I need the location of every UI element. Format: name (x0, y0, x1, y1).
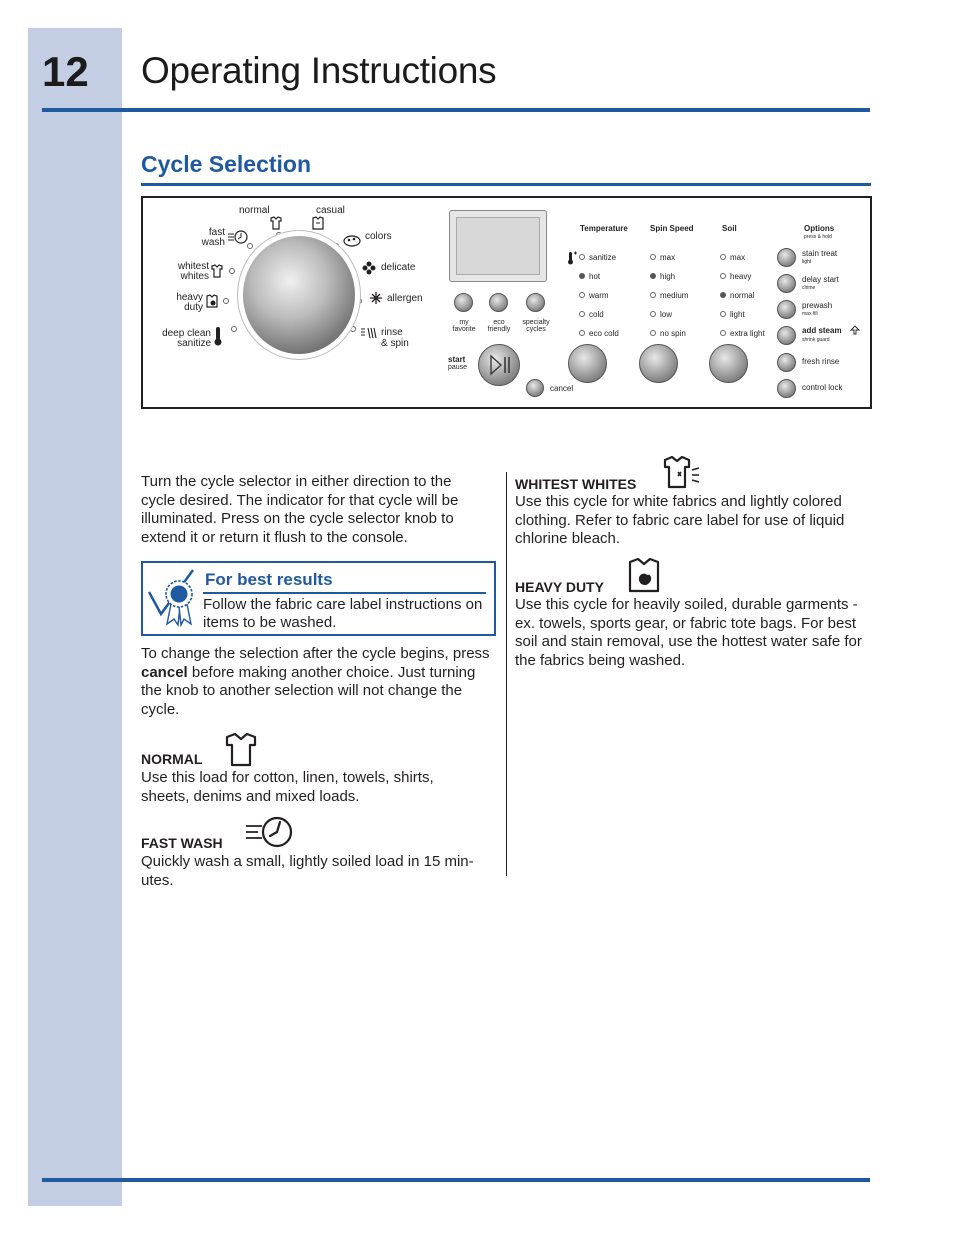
thermometer-plus-icon (567, 251, 577, 265)
whitest-whites-shirt-icon (662, 456, 700, 490)
temp-dot-eco-cold (579, 330, 585, 336)
play-pause-icon (490, 355, 512, 375)
casual-shirt-icon (311, 216, 325, 230)
option-label-delay-start: delay start (802, 275, 839, 284)
temp-label-sanitize: sanitize (589, 253, 617, 262)
indicator-allergen (356, 298, 362, 304)
award-ribbon-icon (147, 568, 199, 626)
indicator-heavy-duty (223, 298, 229, 304)
spin-label-max: max (660, 253, 676, 262)
indicator-rinse-spin (350, 326, 356, 332)
stain-treat-button (777, 248, 796, 267)
soil-label-heavy: heavy (730, 272, 752, 281)
page-title: Operating Instructions (141, 50, 497, 91)
spin-speed-knob-button (639, 344, 678, 383)
normal-shirt-icon (224, 733, 258, 767)
cancel-emphasis: cancel (141, 663, 188, 681)
my-favorite-label: my favorite (452, 319, 476, 333)
fresh-rinse-button (777, 353, 796, 372)
soil-label-light: light (730, 310, 745, 319)
cycle-label-allergen: allergen (387, 293, 423, 304)
page-number: 12 (42, 48, 89, 95)
cycle-label-colors: colors (365, 231, 392, 242)
eco-friendly-button (489, 293, 508, 312)
temp-dot-hot (579, 273, 585, 279)
cycle-selector-knob (243, 236, 355, 354)
eco-friendly-label: eco friendly (487, 319, 511, 333)
change-selection-paragraph (141, 645, 491, 719)
control-lock-button (777, 379, 796, 398)
options-header-sub: press & hold (804, 234, 832, 240)
spin-dot-high (650, 273, 656, 279)
start-label: start (448, 355, 466, 364)
flower-icon (362, 261, 376, 275)
specialty-cycles-button (526, 293, 545, 312)
temp-dot-warm (579, 292, 585, 298)
heavy-duty-description: Use this cycle for heavily soiled, durable garments - ex. towels, sports gear, or fabric tote bags. For best soil and stain removal, use the hottest water safe for the fabrics being washed. (515, 596, 862, 669)
whitest-whites-heading: WHITEST WHITES (515, 476, 637, 492)
temp-label-eco-cold: eco cold (589, 329, 619, 338)
best-results-rule (203, 592, 486, 594)
section-title: Cycle Selection (141, 151, 312, 177)
normal-description: Use this load for cotton, linen, towels, shirts, sheets, denims and mixed loads. (141, 769, 434, 805)
normal-heading: NORMAL (141, 751, 203, 767)
delay-start-button (777, 274, 796, 293)
indicator-whitest-whites (229, 268, 235, 274)
prewash-button (777, 300, 796, 319)
temp-dot-sanitize (579, 254, 585, 260)
best-results-callout (141, 561, 496, 636)
soil-header: Soil (722, 224, 737, 233)
spin-dot-max (650, 254, 656, 260)
change-text-pre: To change the selection after the cycle begins, press (141, 645, 490, 662)
shirt-icon (269, 216, 283, 230)
soil-label-max: max (730, 253, 746, 262)
soil-dot-heavy (720, 273, 726, 279)
heavy-duty-heading: HEAVY DUTY (515, 579, 604, 595)
specialty-cycles-label: specialty cycles (522, 319, 550, 333)
option-label-add-steam: add steam (802, 326, 842, 335)
best-results-title: For best results (205, 570, 333, 589)
change-text-post: before making another choice. Just turning the knob to another selection will not change the cycle. (141, 663, 476, 718)
pause-label: pause (448, 364, 468, 371)
option-label-stain-treat: stain treat (802, 249, 838, 258)
add-steam-button (777, 326, 796, 345)
spin-label-low: low (660, 310, 673, 319)
soil-dot-light (720, 311, 726, 317)
rinse-spin-icon (360, 326, 378, 340)
fast-wash-icon (227, 230, 249, 244)
soil-dot-max (720, 254, 726, 260)
soil-dot-normal (720, 292, 726, 298)
whitest-whites-description: Use this cycle for white fabrics and lightly colored clothing. Refer to fabric care label for use of liquid chlorine bleach. (515, 493, 845, 548)
spin-dot-low (650, 311, 656, 317)
option-label-control-lock: control lock (802, 383, 843, 392)
indicator-fast-wash (247, 243, 253, 249)
section-rule (141, 183, 871, 186)
allergen-icon (369, 291, 383, 305)
soil-label-extra-light: extra light (730, 329, 765, 338)
colors-icon (343, 234, 361, 248)
page-sidebar (28, 28, 122, 1206)
spin-label-medium: medium (660, 291, 689, 300)
whitest-whites-icon (210, 264, 224, 278)
cycle-label-normal: normal (239, 205, 270, 216)
my-favorite-button (454, 293, 473, 312)
soil-knob-button (709, 344, 748, 383)
temperature-header: Temperature (580, 224, 628, 233)
indicator-normal (276, 232, 282, 238)
indicator-deep-clean (231, 326, 237, 332)
header-rule (42, 108, 870, 112)
option-sub-chime: chime (802, 285, 816, 291)
option-label-fresh-rinse: fresh rinse (802, 357, 840, 366)
intro-paragraph: Turn the cycle selector in either direction to the cycle desired. The indicator for that cycle will be illuminated. Press on the cycle selector knob to extend it or return it flush to the console. (141, 473, 459, 546)
cancel-label: cancel (550, 384, 574, 393)
cycle-label-delicate: delicate (381, 262, 416, 273)
thermometer-icon (213, 326, 223, 346)
option-label-prewash: prewash (802, 301, 833, 310)
cycle-label-deep-clean-sanitize: deep clean sanitize (162, 328, 211, 349)
column-divider (506, 472, 507, 876)
footer-rule (42, 1178, 870, 1182)
cancel-button (526, 379, 544, 397)
spin-label-no-spin: no spin (660, 329, 686, 338)
temp-dot-cold (579, 311, 585, 317)
cycle-label-rinse-spin: rinse & spin (381, 327, 409, 349)
heavy-duty-icon (205, 294, 219, 308)
temp-label-hot: hot (589, 272, 601, 281)
best-results-text: Follow the fabric care label instructions on items to be washed. (203, 596, 483, 631)
spin-dot-medium (650, 292, 656, 298)
cycle-label-fast-wash: fast wash (201, 227, 225, 248)
temp-label-warm: warm (589, 291, 609, 300)
temperature-knob-button (568, 344, 607, 383)
options-header: Options (804, 224, 835, 233)
fast-wash-description: Quickly wash a small, lightly soiled load in 15 min-utes. (141, 853, 474, 889)
temp-label-cold: cold (589, 310, 604, 319)
fast-wash-heading: FAST WASH (141, 835, 223, 851)
option-sub-light: light (802, 259, 812, 265)
soil-dot-extra-light (720, 330, 726, 336)
option-sub-max-fill: max fill (802, 311, 818, 317)
lcd-display (449, 210, 547, 282)
control-panel-illustration (141, 196, 872, 409)
steam-icon (850, 325, 860, 335)
spin-speed-header: Spin Speed (650, 224, 694, 233)
spin-label-high: high (660, 272, 676, 281)
option-sub-shrink-guard: shrink guard (802, 337, 830, 343)
cycle-label-casual: casual (316, 205, 345, 216)
cycle-label-whitest-whites: whitest whites (177, 261, 209, 282)
spin-dot-no-spin (650, 330, 656, 336)
cycle-label-heavy-duty: heavy duty (176, 292, 203, 313)
heavy-duty-shirt-icon (627, 558, 663, 594)
fast-wash-clock-icon (244, 815, 296, 849)
soil-label-normal: normal (730, 291, 755, 300)
